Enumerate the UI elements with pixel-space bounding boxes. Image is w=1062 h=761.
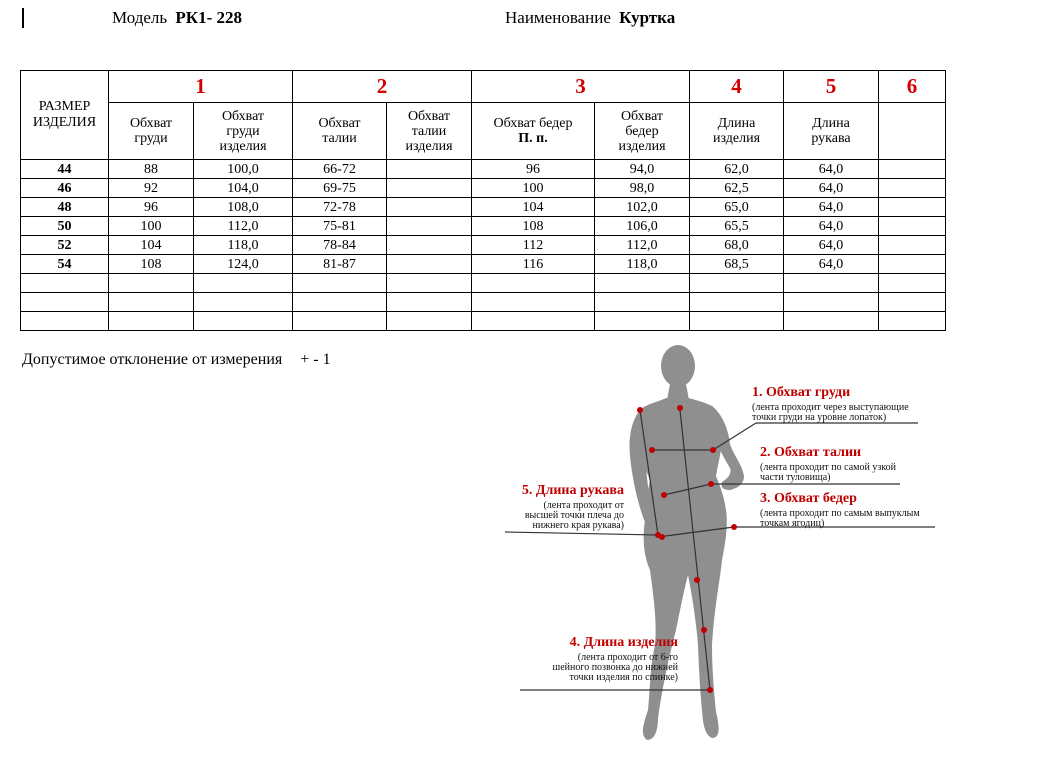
measurement-cell (879, 312, 946, 331)
column-header-line: Обхват (407, 108, 451, 124)
measurement-cell: 78-84 (293, 236, 387, 255)
annotation-chest (752, 385, 909, 423)
sleeve-leader (505, 532, 658, 535)
measurement-cell (387, 217, 472, 236)
figure-head (661, 345, 695, 387)
measurement-cell: 81-87 (293, 255, 387, 274)
size-cell (21, 274, 109, 293)
column-header-2 (194, 103, 293, 160)
measurement-cell: 112 (472, 236, 595, 255)
annotation-length-note3: точки изделия по спинке) (569, 672, 678, 683)
column-header-line: изделия (712, 131, 761, 146)
column-header-line: бедер (625, 123, 659, 139)
table-row (21, 312, 946, 331)
measurement-cell: 64,0 (784, 217, 879, 236)
measurement-cell: 104 (109, 236, 194, 255)
measurement-cell (595, 312, 690, 331)
annotation-sleeve-note3: нижнего края рукава) (532, 520, 624, 531)
table-row (21, 274, 946, 293)
measurement-cell: 69-75 (293, 179, 387, 198)
column-header-line: изделия (405, 138, 453, 154)
measurement-cell (109, 312, 194, 331)
measurement-cell: 100 (472, 179, 595, 198)
size-cell: 48 (21, 198, 109, 217)
model-label: Модель (112, 8, 168, 27)
annotation-hips-title: 3. Обхват бедер (760, 491, 857, 506)
column-header-5 (472, 103, 595, 160)
column-header-6 (595, 103, 690, 160)
measurement-cell (293, 293, 387, 312)
measurement-cell (293, 274, 387, 293)
group-number-4: 4 (690, 71, 784, 103)
measurement-cell (194, 312, 293, 331)
name-label: Наименование (505, 8, 611, 27)
measurement-cell (690, 274, 784, 293)
measurement-cell: 88 (109, 160, 194, 179)
column-header-line: рукава (811, 131, 851, 146)
dot-hip-left (659, 534, 665, 540)
name-header (505, 8, 675, 28)
measurement-cell (387, 255, 472, 274)
measurement-cell (387, 179, 472, 198)
measurement-cell (109, 293, 194, 312)
table-row (21, 293, 946, 312)
annotation-chest-note1: (лента проходит через выступающие (752, 402, 909, 413)
dot-neck (677, 405, 683, 411)
column-header-line: П. п. (518, 131, 548, 146)
measurement-cell (879, 236, 946, 255)
measurement-cell: 98,0 (595, 179, 690, 198)
annotation-hips-note1: (лента проходит по самым выпуклым (760, 508, 920, 519)
text-cursor (22, 8, 24, 28)
measurement-cell (472, 274, 595, 293)
measurement-cell: 66-72 (293, 160, 387, 179)
annotation-length-note1: (лента проходит от 6-го (577, 652, 678, 663)
measurement-cell (879, 160, 946, 179)
annotation-waist-title: 2. Обхват талии (760, 445, 862, 460)
dot-hip-right (731, 524, 737, 530)
annotation-chest-note2: точки груди на уровне лопаток) (752, 412, 887, 423)
dot-calf (701, 627, 707, 633)
column-header-line: Длина (812, 116, 850, 131)
measurement-cell: 62,5 (690, 179, 784, 198)
dot-chest-left (649, 447, 655, 453)
dot-knee (694, 577, 700, 583)
measurement-cell: 100,0 (194, 160, 293, 179)
measurement-cell (387, 198, 472, 217)
annotation-waist-note2: части туловища) (760, 472, 831, 483)
measurement-cell (472, 312, 595, 331)
measurement-cell (595, 293, 690, 312)
annotation-chest-title: 1. Обхват груди (752, 385, 851, 400)
measurement-cell: 68,5 (690, 255, 784, 274)
measurement-cell: 75-81 (293, 217, 387, 236)
size-cell: 54 (21, 255, 109, 274)
table-body (21, 160, 946, 331)
column-header-line: талии (411, 123, 447, 139)
measurement-cell (472, 293, 595, 312)
column-header-line: Длина (717, 116, 756, 131)
measurement-cell (879, 255, 946, 274)
measurement-cell (879, 274, 946, 293)
table-row (21, 236, 946, 255)
measurement-cell: 112,0 (595, 236, 690, 255)
measurement-cell: 118,0 (595, 255, 690, 274)
dot-shoulder (637, 407, 643, 413)
table-row (21, 217, 946, 236)
measurement-cell (879, 198, 946, 217)
measurement-cell (879, 293, 946, 312)
figure-neck (667, 384, 689, 400)
measurement-cell (194, 274, 293, 293)
column-header-line: Обхват (318, 116, 361, 131)
table-row (21, 198, 946, 217)
annotation-sleeve-note2: высшей точки плеча до (524, 510, 624, 521)
measurement-cell: 64,0 (784, 236, 879, 255)
model-value: РК1- 228 (175, 8, 243, 27)
measurement-cell (194, 293, 293, 312)
measurement-cell (784, 274, 879, 293)
annotation-length-note2: шейного позвонка до нижней (552, 662, 678, 673)
measurement-cell: 108 (472, 217, 595, 236)
annotation-waist-note1: (лента проходит по самой узкой (760, 462, 896, 473)
measurement-cell (690, 293, 784, 312)
column-header-line: талии (322, 131, 357, 146)
measurement-cell (879, 179, 946, 198)
measurement-cell: 106,0 (595, 217, 690, 236)
group-number-1: 1 (109, 71, 293, 103)
sub-header-row (21, 103, 946, 160)
measurement-cell: 64,0 (784, 160, 879, 179)
size-cell: 50 (21, 217, 109, 236)
group-number-5: 5 (784, 71, 879, 103)
measurement-cell (879, 217, 946, 236)
measurement-cell: 102,0 (595, 198, 690, 217)
tolerance-label: Допустимое отклонение от измерения (22, 351, 283, 368)
column-header-line: изделия (618, 138, 666, 154)
annotation-hips (760, 491, 920, 529)
measurement-cell (109, 274, 194, 293)
measurement-cell: 96 (472, 160, 595, 179)
dot-waist-left (661, 492, 667, 498)
column-header-7 (690, 103, 784, 160)
size-cell (21, 312, 109, 331)
table-row (21, 160, 946, 179)
size-cell: 52 (21, 236, 109, 255)
measurement-cell: 64,0 (784, 179, 879, 198)
measurement-cell (784, 293, 879, 312)
column-header-8 (784, 103, 879, 160)
annotation-sleeve-title: 5. Длина рукава (521, 483, 624, 498)
annotation-length (553, 635, 679, 683)
column-header-line: Обхват (221, 108, 265, 124)
size-cell: 46 (21, 179, 109, 198)
measurement-cell: 92 (109, 179, 194, 198)
group-number-6: 6 (879, 71, 946, 103)
table-row (21, 255, 946, 274)
measurement-cell: 112,0 (194, 217, 293, 236)
measurement-cell: 104 (472, 198, 595, 217)
column-header-line: Обхват (129, 116, 173, 131)
measurement-cell: 124,0 (194, 255, 293, 274)
dot-waist-right (708, 481, 714, 487)
measurement-cell (784, 312, 879, 331)
measurement-cell: 62,0 (690, 160, 784, 179)
measurement-cell: 94,0 (595, 160, 690, 179)
size-table (20, 70, 946, 331)
measurement-cell: 64,0 (784, 255, 879, 274)
measurement-cell (595, 274, 690, 293)
measurement-cell: 96 (109, 198, 194, 217)
column-header-line: Обхват (620, 108, 664, 124)
tolerance-note (22, 351, 331, 369)
annotation-hips-note2: точкам ягодиц) (760, 518, 825, 529)
measurement-cell: 64,0 (784, 198, 879, 217)
annotation-sleeve-note1: (лента проходит от (543, 500, 624, 511)
measurement-cell (387, 274, 472, 293)
group-number-2: 2 (293, 71, 472, 103)
group-number-3: 3 (472, 71, 690, 103)
size-cell (21, 293, 109, 312)
column-header-line: изделия (219, 138, 267, 154)
corner-label-line1: РАЗМЕР (38, 99, 91, 114)
measurement-cell: 68,0 (690, 236, 784, 255)
measurement-cell: 65,5 (690, 217, 784, 236)
table-row (21, 179, 946, 198)
column-header-line: груди (134, 131, 168, 146)
measurement-cell: 65,0 (690, 198, 784, 217)
column-header-4 (387, 103, 472, 160)
tolerance-value: + - 1 (300, 351, 331, 368)
size-column-header (21, 71, 109, 160)
column-header-1 (109, 103, 194, 160)
column-header-line: груди (226, 123, 260, 139)
measurement-cell (387, 312, 472, 331)
measurement-cell (690, 312, 784, 331)
size-cell: 44 (21, 160, 109, 179)
dot-length-end (707, 687, 713, 693)
measurement-cell: 118,0 (194, 236, 293, 255)
column-header-line: Обхват бедер (493, 116, 573, 131)
corner-label-line2: ИЗДЕЛИЯ (32, 115, 97, 130)
annotation-length-title: 4. Длина изделия (569, 635, 678, 650)
measurement-cell (387, 160, 472, 179)
annotation-waist (760, 445, 897, 483)
measurement-cell: 108 (109, 255, 194, 274)
measurement-cell: 108,0 (194, 198, 293, 217)
model-header (112, 8, 242, 28)
measurement-cell: 72-78 (293, 198, 387, 217)
measurement-cell (387, 236, 472, 255)
measurement-cell: 104,0 (194, 179, 293, 198)
column-header-3 (293, 103, 387, 160)
name-value: Куртка (619, 8, 676, 27)
measurement-cell: 116 (472, 255, 595, 274)
measurement-figure (490, 340, 950, 750)
measurement-cell (387, 293, 472, 312)
measurement-cell (293, 312, 387, 331)
annotation-sleeve (522, 483, 625, 531)
column-header-9 (879, 103, 946, 160)
dot-chest-right (710, 447, 716, 453)
measurement-cell: 100 (109, 217, 194, 236)
